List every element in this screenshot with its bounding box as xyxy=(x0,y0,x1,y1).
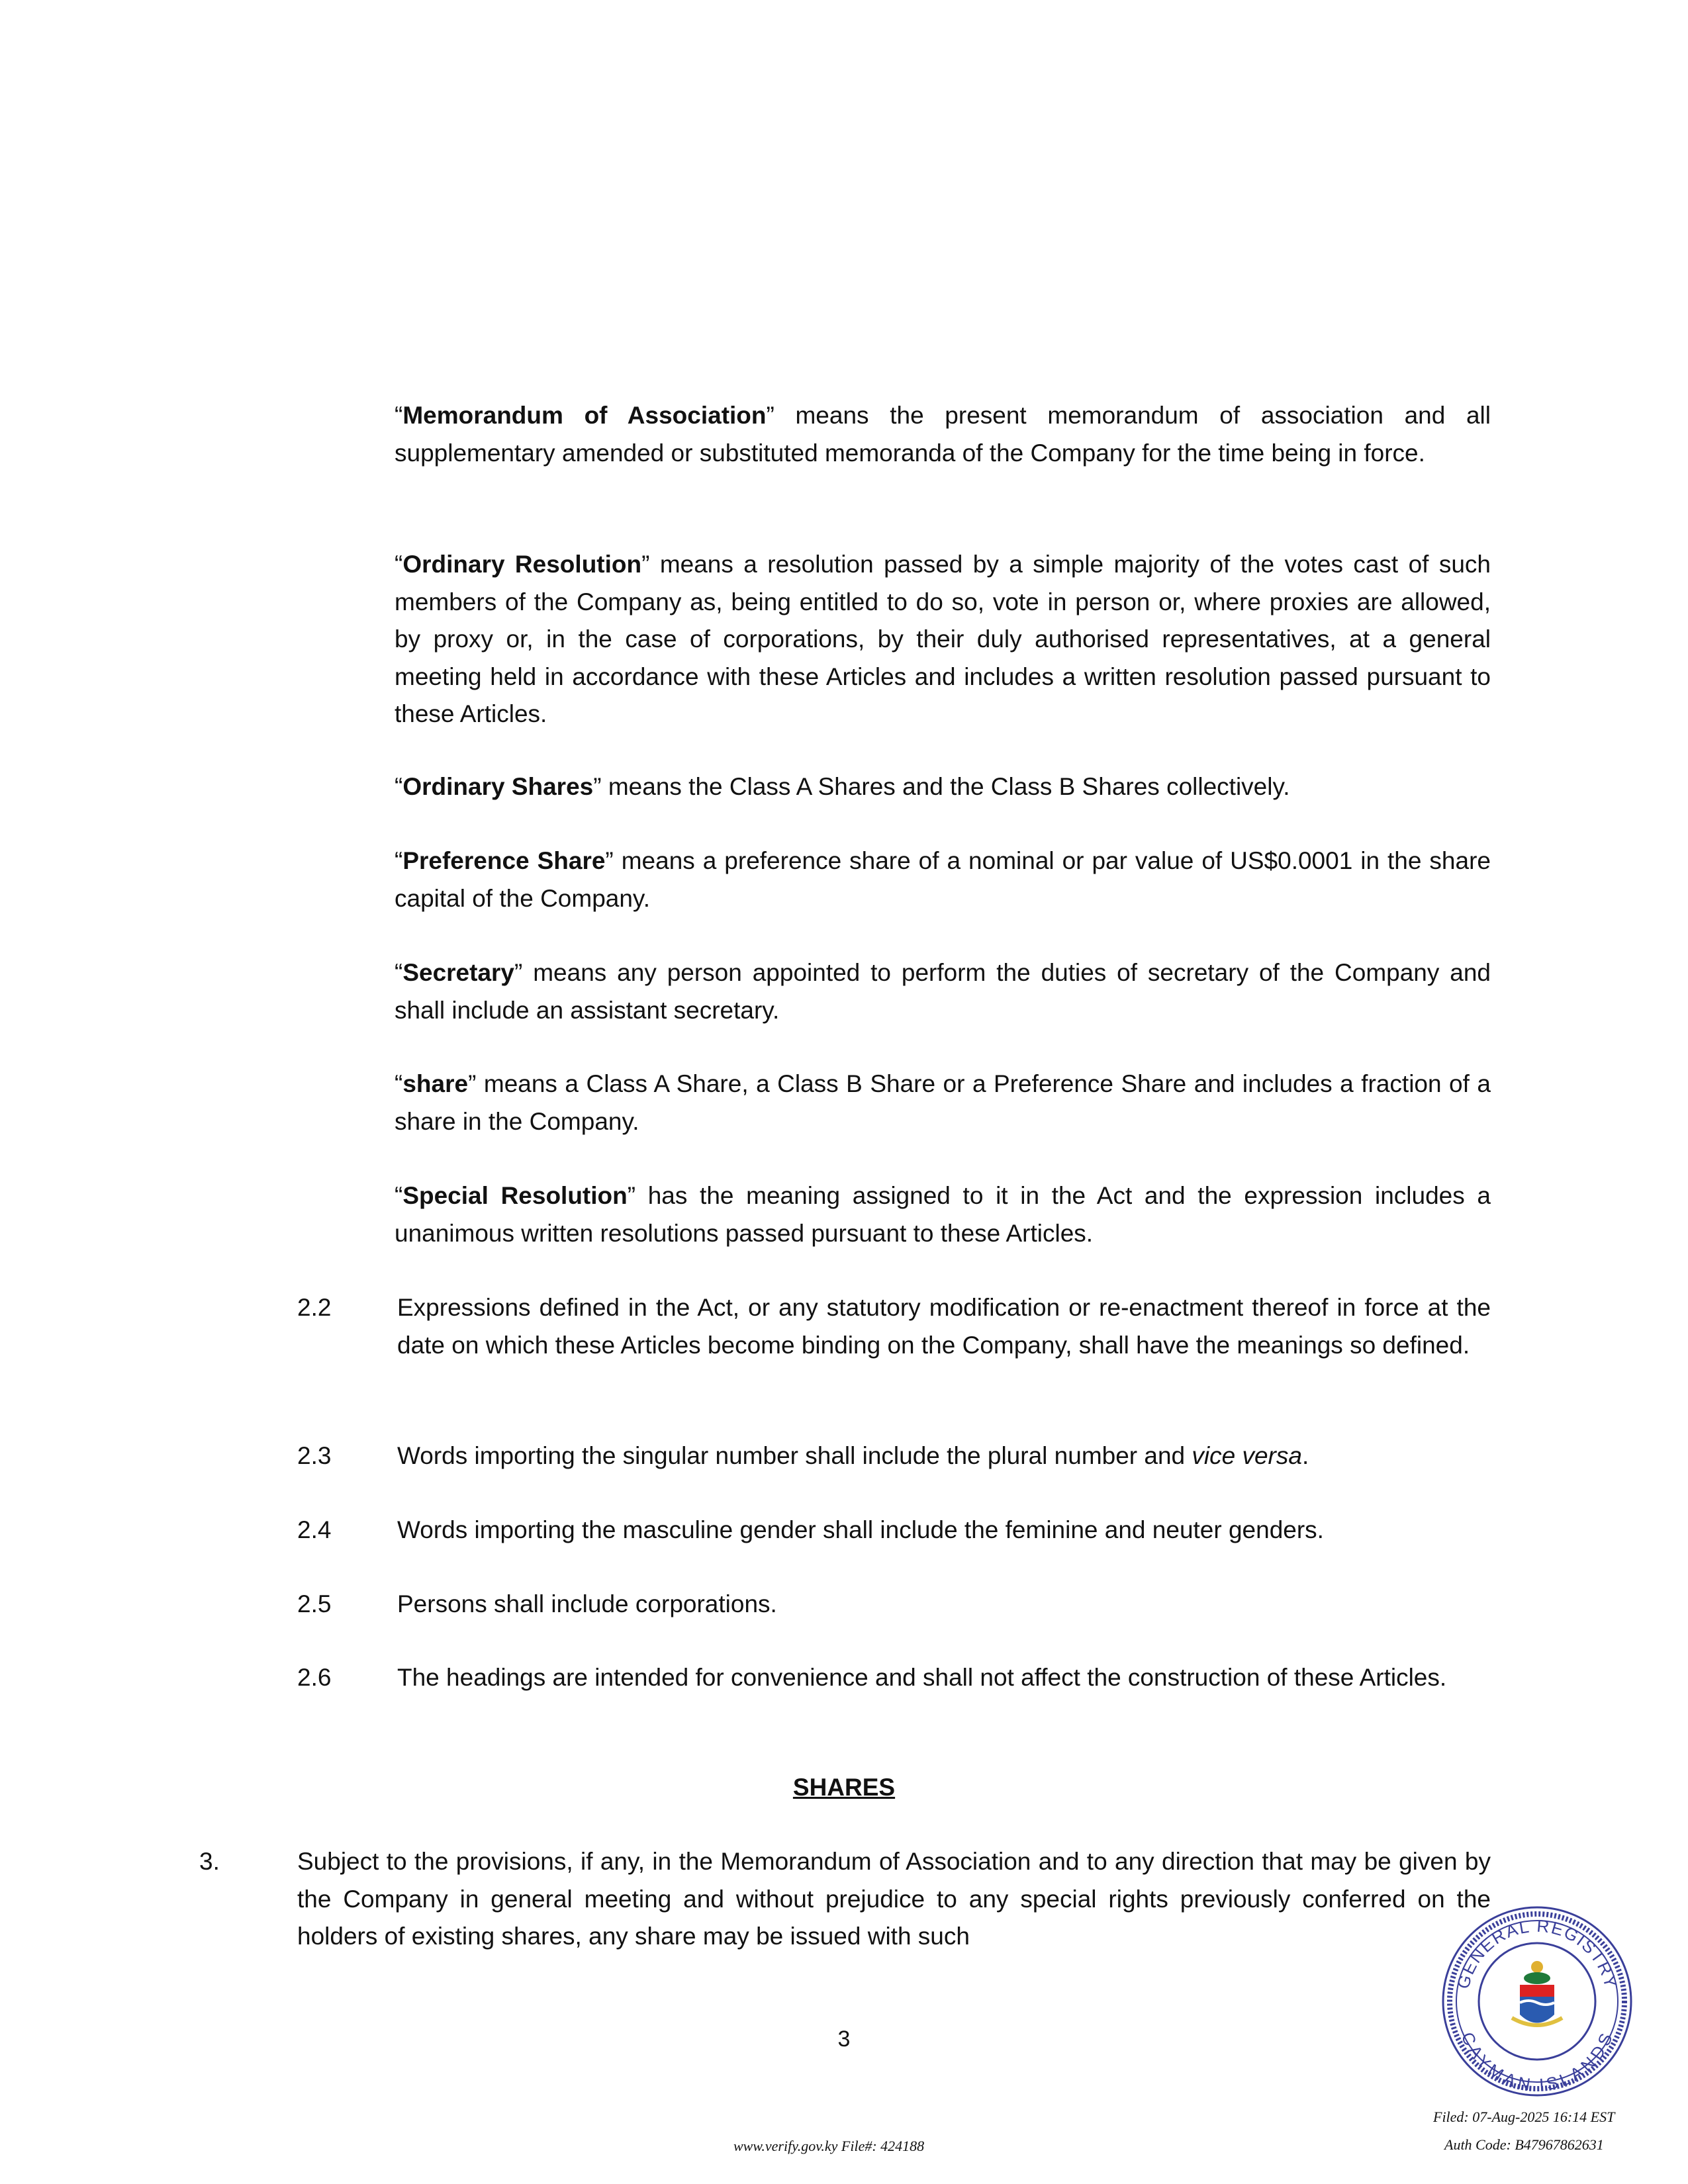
section-heading-shares: SHARES xyxy=(792,1774,896,1801)
definition-text: means the present memorandum of association and all supplementary amended or substituted memoranda of the Company for the time being in force. xyxy=(395,402,1491,467)
definition-text: means any person appointed to perform the duties of secretary of the Company and shall include an assistant secretary. xyxy=(395,959,1491,1024)
defined-term: Ordinary Resolution xyxy=(402,551,642,578)
definition-text: has the meaning assigned to it in the Act and the expression includes a unanimous written resolutions passed pursuant to these Articles. xyxy=(395,1182,1491,1247)
definition-text: means a resolution passed by a simple majority of the votes cast of such members of the Company as, being entitled to do so, vote in person or, where proxies are allowed, by proxy or, in the case of corporations, by their duly authorised representatives, at a general meeting held in accordance with these Articles and includes a written resolution passed pursuant to these Articles. xyxy=(395,551,1491,728)
footer-verify: www.verify.gov.ky File#: 424188 xyxy=(733,2138,925,2154)
svg-text:CAYMAN ISLANDS: CAYMAN ISLANDS xyxy=(1457,2029,1617,2095)
clause-2-5 xyxy=(397,1586,1491,1623)
defined-term: share xyxy=(402,1070,469,1097)
definition-preference-share: “Preference Share” means a preference share of a nominal or par value of US$0.0001 in the share capital of the Company. xyxy=(395,847,1491,912)
footer-filed: Filed: 07-Aug-2025 16:14 EST xyxy=(1433,2109,1615,2125)
definition-ordinary-shares: “Ordinary Shares” means the Class A Shares and the Class B Shares collectively. xyxy=(395,773,1290,800)
defined-term: Secretary xyxy=(402,959,515,986)
clause-text: Words importing the singular number shall include the plural number and xyxy=(397,1442,1192,1469)
clause-text: Expressions defined in the Act, or any statutory modification or re-enactment thereof in force at the date on which these Articles become binding on the Company, shall have the meanings so defined. xyxy=(397,1294,1491,1359)
clause-2-3 xyxy=(397,1437,1491,1475)
article-3-text: Subject to the provisions, if any, in the Memorandum of Association and to any direction that may be given by the Company in general meeting and without prejudice to any special rights previously conferred on the holders of existing shares, any share may be issued with such xyxy=(297,1848,1491,1950)
definition-memorandum-of-association: “Memorandum of Association” means the present memorandum of association and all supplementary amended or substituted memoranda of the Company for the time being in force. xyxy=(395,402,1491,467)
definition-text: means a Class A Share, a Class B Share or a Preference Share and includes a fraction of a share in the Company. xyxy=(395,1070,1491,1135)
clause-number: 2.5 xyxy=(297,1590,332,1617)
clause-end: . xyxy=(1301,1442,1309,1469)
defined-term: Memorandum of Association xyxy=(402,402,767,429)
clause-2-2 xyxy=(397,1289,1491,1364)
clause-2-6 xyxy=(397,1659,1491,1697)
svg-text:GENERAL REGISTRY: GENERAL REGISTRY xyxy=(1452,1915,1622,1991)
definition-ordinary-resolution: “Ordinary Resolution” means a resolution passed by a simple majority of the votes cast of such members of the Company as, being entitled to do so, vote in person or, where proxies are allowed, by proxy or, in the case of corporations, by their duly authorised representatives, at a general meeting held in accordance with these Articles and includes a written resolution passed pursuant to these Articles. xyxy=(395,551,1491,728)
clause-number: 2.2 xyxy=(297,1294,332,1321)
footer-auth-code: Auth Code: B47967862631 xyxy=(1444,2136,1604,2153)
definition-text: means a preference share of a nominal or par value of US$0.0001 in the share capital of the Company. xyxy=(395,847,1491,912)
article-3-number: 3. xyxy=(199,1848,220,1875)
definition-text: means the Class A Shares and the Class B Shares collectively. xyxy=(601,773,1290,800)
definition-share: “share” means a Class A Share, a Class B Share or a Preference Share and includes a fraction of a share in the Company. xyxy=(395,1070,1491,1135)
defined-term: Special Resolution xyxy=(402,1182,628,1209)
clause-text: The headings are intended for convenience and shall not affect the construction of these Articles. xyxy=(397,1664,1447,1691)
defined-term: Preference Share xyxy=(402,847,606,874)
page-number: 3 xyxy=(837,2026,851,2052)
clause-text: Words importing the masculine gender shall include the feminine and neuter genders. xyxy=(397,1516,1324,1543)
general-registry-seal xyxy=(1438,1902,1636,2101)
clause-number: 2.4 xyxy=(297,1516,332,1543)
clause-number: 2.6 xyxy=(297,1664,332,1691)
clause-number: 2.3 xyxy=(297,1442,332,1469)
clause-2-4 xyxy=(397,1512,1491,1549)
defined-term: Ordinary Shares xyxy=(402,773,594,800)
definition-special-resolution: “Special Resolution” has the meaning assigned to it in the Act and the expression includes a unanimous written resolutions passed pursuant to these Articles. xyxy=(395,1182,1491,1247)
definition-secretary: “Secretary” means any person appointed to perform the duties of secretary of the Company and shall include an assistant secretary. xyxy=(395,959,1491,1024)
clause-text: Persons shall include corporations. xyxy=(397,1590,777,1617)
clause-italic-text: vice versa xyxy=(1192,1442,1302,1469)
